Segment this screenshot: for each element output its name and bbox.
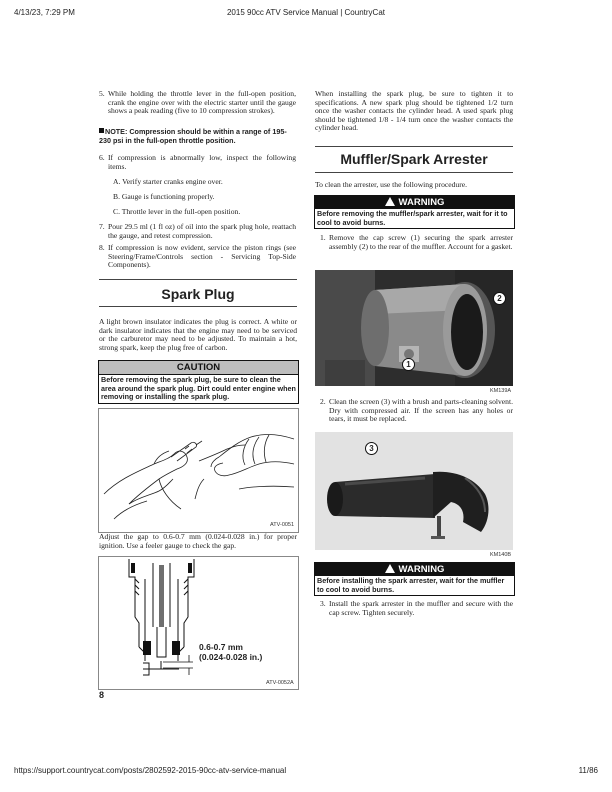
step-text: Pour 29.5 ml (1 fl oz) of oil into the spark plug hole, reattach the gauge, and retest compression. xyxy=(108,222,296,240)
step-6 xyxy=(99,153,296,171)
step-5 xyxy=(99,89,296,116)
step-text: Install the spark arrester in the muffler and secure with the cap screw. Tighten securely. xyxy=(329,599,513,617)
spark-plug-intro: A light brown insulator indicates the plug is correct. A white or dark insulator indicates that the engine may need to be serviced or the carburetor may need to be adjusted. To maintain a hot, strong spark, keep the plug free of carbon. xyxy=(99,317,297,352)
photo-spark-arrester-screen xyxy=(315,432,513,550)
note-compression xyxy=(99,128,297,145)
sub-item-a: A. Verify starter cranks engine over. xyxy=(113,177,223,186)
caution-label: CAUTION xyxy=(99,361,298,375)
warning-triangle-icon xyxy=(385,197,395,206)
step-text: While holding the throttle lever in the full-open position, crank the engine over with the electric starter until the gauge shows a peak reading (five to 10 compression strokes). xyxy=(108,89,296,116)
caution-text: Before removing the spark plug, be sure to clean the area around the spark plug. Dirt could enter engine when removing or installing the spark plug. xyxy=(101,375,296,402)
section-title-spark-plug: Spark Plug xyxy=(161,286,235,302)
callout-2: 2 xyxy=(493,292,506,305)
warning-text: Before removing the muffler/spark arrester, wait for it to cool to avoid burns. xyxy=(317,209,508,227)
step-1 xyxy=(320,233,513,251)
warning-label-row xyxy=(315,196,514,209)
photo-muffler-arrester xyxy=(315,270,513,386)
spark-plug-tighten-text: When installing the spark plug, be sure to tighten it to specifications. A new spark plug should be tightened 1/2 turn once the washer contacts the cylinder head. A used spark plug should be tightened 1/8 - 1/4 turn once the washer contacts the cylinder head. xyxy=(315,89,513,133)
note-text: Compression should be within a range of 195-230 psi in the full-open throttle position. xyxy=(99,127,287,145)
warning-box-installation xyxy=(314,562,515,596)
step-number: 1. xyxy=(320,233,326,242)
muffler-photo-illustration xyxy=(315,270,513,386)
screen-photo-illustration xyxy=(315,432,513,550)
step-number: 5. xyxy=(99,89,105,98)
callout-3: 3 xyxy=(365,442,378,455)
print-url[interactable]: https://support.countrycat.com/posts/2802592-2015-90cc-atv-service-manual xyxy=(14,766,287,775)
section-rule xyxy=(315,172,513,173)
page-number: 8 xyxy=(99,690,105,700)
step-text: Clean the screen (3) with a brush and parts-cleaning solvent. Dry with compressed air. If the screen has any holes or tears, it must be replaced. xyxy=(329,397,513,424)
step-2 xyxy=(320,397,513,424)
step-8 xyxy=(99,243,296,270)
warning-label: WARNING xyxy=(398,197,445,208)
print-datetime: 4/13/23, 7:29 PM xyxy=(14,8,75,17)
print-page-count: 11/86 xyxy=(578,766,598,775)
figure-id: ATV-0051 xyxy=(270,522,295,528)
figure-spark-plug-handling xyxy=(98,408,299,533)
section-rule xyxy=(99,306,297,307)
caution-box xyxy=(98,360,299,404)
warning-text: Before installing the spark arrester, wait for the muffler to cool to avoid burns. xyxy=(317,576,505,594)
callout-1: 1 xyxy=(402,358,415,371)
gap-callout-in: (0.024-0.028 in.) xyxy=(199,652,263,662)
warning-triangle-icon xyxy=(385,564,395,573)
section-rule xyxy=(315,146,513,147)
gap-callout-mm: 0.6-0.7 mm xyxy=(199,642,243,652)
step-text: If compression is now evident, service the piston rings (see Steering/Frame/Controls section - Servicing Top-Side Components). xyxy=(108,243,296,270)
step-text: Remove the cap screw (1) securing the spark arrester assembly (2) to the rear of the muffler. Account for a gasket. xyxy=(329,233,513,251)
step-3 xyxy=(320,599,513,617)
step-number: 3. xyxy=(320,599,326,608)
figure-spark-plug-gap xyxy=(98,556,299,690)
figure-id: KM140B xyxy=(490,552,512,558)
figure-id: KM139A xyxy=(490,388,512,394)
sub-item-b: B. Gauge is functioning properly. xyxy=(113,192,215,201)
step-7 xyxy=(99,222,296,240)
step-number: 2. xyxy=(320,397,326,406)
note-label: NOTE: xyxy=(105,127,128,136)
spark-plug-gap-diagram xyxy=(99,557,298,689)
step-number: 8. xyxy=(99,243,105,252)
hands-spark-plug-illustration xyxy=(99,409,298,532)
note-icon xyxy=(99,128,104,133)
warning-label-row xyxy=(315,563,514,576)
section-title-muffler: Muffler/Spark Arrester xyxy=(340,151,488,167)
gap-instruction: Adjust the gap to 0.6-0.7 mm (0.024-0.028 in.) for proper ignition. Use a feeler gauge to check the gap. xyxy=(99,532,297,550)
section-rule xyxy=(99,279,297,280)
sub-item-c: C. Throttle lever in the full-open position. xyxy=(113,207,241,216)
step-text: If compression is abnormally low, inspect the following items. xyxy=(108,153,296,171)
step-number: 7. xyxy=(99,222,105,231)
warning-label: WARNING xyxy=(398,564,445,575)
step-number: 6. xyxy=(99,153,105,162)
procedure-intro: To clean the arrester, use the following procedure. xyxy=(315,180,468,189)
figure-id: ATV-0052A xyxy=(266,680,294,686)
print-page-title: 2015 90cc ATV Service Manual | CountryCat xyxy=(226,8,385,17)
warning-box-removal xyxy=(314,195,515,229)
